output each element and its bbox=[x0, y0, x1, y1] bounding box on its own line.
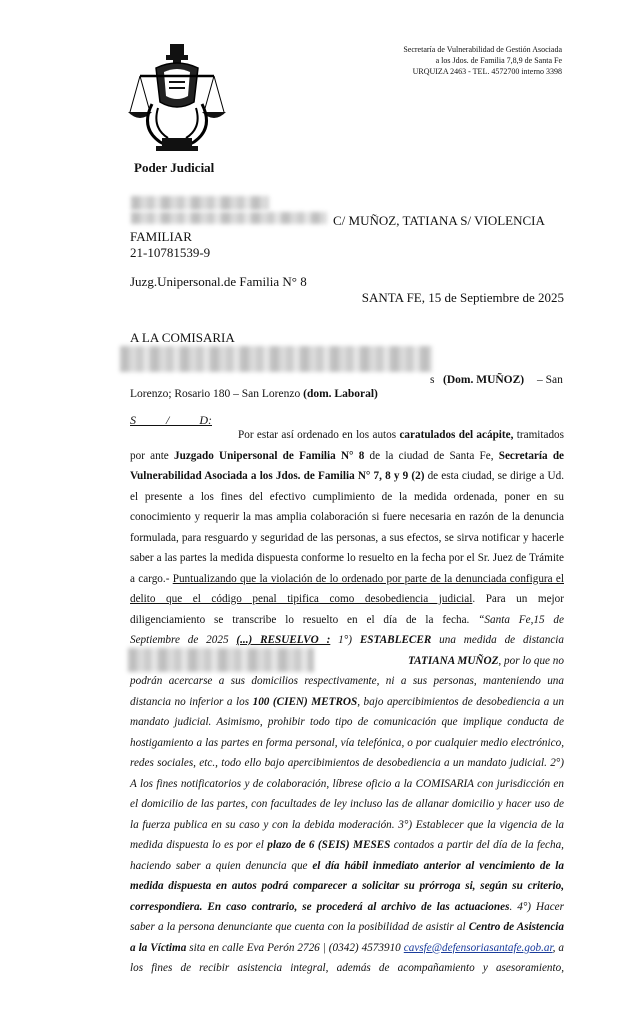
office-header bbox=[403, 44, 562, 77]
seal-label: Poder Judicial bbox=[134, 160, 215, 175]
addressee-s: s bbox=[430, 374, 435, 386]
case-caption: C/ MUÑOZ, TATIANA S/ VIOLENCIA bbox=[333, 213, 545, 228]
date-line: SANTA FE, 15 de Septiembre de 2025 bbox=[361, 290, 564, 305]
case-number: 21-10781539-9 bbox=[130, 245, 211, 260]
redacted-block bbox=[131, 196, 269, 210]
office-line-3: URQUIZA 2463 - TEL. 4572700 interno 3398 bbox=[412, 67, 562, 76]
addressee-dom: (Dom. MUÑOZ) bbox=[443, 374, 525, 386]
redacted-block bbox=[120, 346, 432, 372]
redacted-block bbox=[128, 648, 314, 672]
case-caption-cont: FAMILIAR bbox=[130, 229, 192, 244]
salutation: S / D: bbox=[130, 413, 212, 427]
email-link[interactable]: cavsfe@defensoriasantafe.gob.ar bbox=[403, 941, 553, 954]
office-line-1: Secretaría de Vulnerabilidad de Gestión Asociada bbox=[403, 45, 562, 54]
addressee-city: – San bbox=[537, 374, 563, 386]
judicial-seal-icon bbox=[126, 42, 228, 154]
office-line-2: a los Jdos. de Familia 7,8,9 de Santa Fe bbox=[435, 56, 562, 65]
body-text: Por estar así ordenado en los autos caratulados del acápite, tramitados por ante Juzgado Unipersonal de Familia N° 8 de la ciudad de Santa Fe, Secretaría de Vulnerabilidad Asociada a los Jdos. de Familia N° 7, 8 y 9 (2) de esta ciudad, se dirige a Ud. el presente a los fines del efectivo cumplimiento de la medida ordenada, poner en su conocimiento y requerir la mas amplia colaboración si fuere necesaria en razón de la denuncia formulada, para resguardo y seguridad de las personas, a sus efectos, se sirva notificar y hacerle saber a las partes la medida dispuesta conforme lo resuelto en la fecha por el Sr. Juez de Trámite a cargo.- Puntualizando que la violación de lo ordenado por parte de la denunciada configura el delito que el código penal tipifica como desobediencia judicial. Para un mejor diligenciamiento se transcribe lo resuelto en el día de la fecha. “Santa Fe,15 de Septiembre de 2025 (...) RESUELVO : 1°) ESTABLECER una medida de distancia TATIANA MUÑOZ, por lo que no podrán acercarse a sus domicilios respectivamente, ni a sus personas, manteniendo una distancia no inferior a los 100 (CIEN) METROS, bajo apercibimientos de desobediencia a un mandato judicial. Asimismo, prohibir todo tipo de comunicación que implique conducta de hostigamiento a las partes en forma personal, vía telefónica, o por cualquier medio electrónico, redes sociales, etc., todo ello bajo apercibimientos de desobediencia a un mandato judicial. 2°) A los fines notificatorios y de colaboración, líbrese oficio a la COMISARIA con jurisdicción en el domicilio de las partes, con facultades de ley incluso las de allanar domicilio y hacer uso de la fuerza publica en su caso y con la debida moderación. 3°) Establecer que la vigencia de la medida dispuesta lo es por el plazo de 6 (SEIS) MESES contados a partir del día de la fecha, haciendo saber a quien denuncia que el día hábil inmediato anterior al vencimiento de la medida dispuesta en autos podrá comparecer a solicitar su prórroga si, según su criterio, correspondiera. En caso contrario, se procederá al archivo de las actuaciones. 4°) Hacer saber a la persona denunciante que cuenta con la posibilidad de asistir al Centro de Asistencia a la Víctima sita en calle Eva Perón 2726 | (0342) 4573910 cavsfe@defensoriasantafe.gob.ar, a los fines de recibir asistencia integral, además de acompañamiento y asesoramiento, bbox=[130, 429, 565, 974]
redacted-block bbox=[131, 212, 327, 224]
court-name: Juzg.Unipersonal.de Familia N° 8 bbox=[130, 274, 307, 289]
addressee-address: Lorenzo; Rosario 180 – San Lorenzo (dom. Laboral) bbox=[130, 388, 378, 400]
addressee-title: A LA COMISARIA bbox=[130, 330, 235, 345]
